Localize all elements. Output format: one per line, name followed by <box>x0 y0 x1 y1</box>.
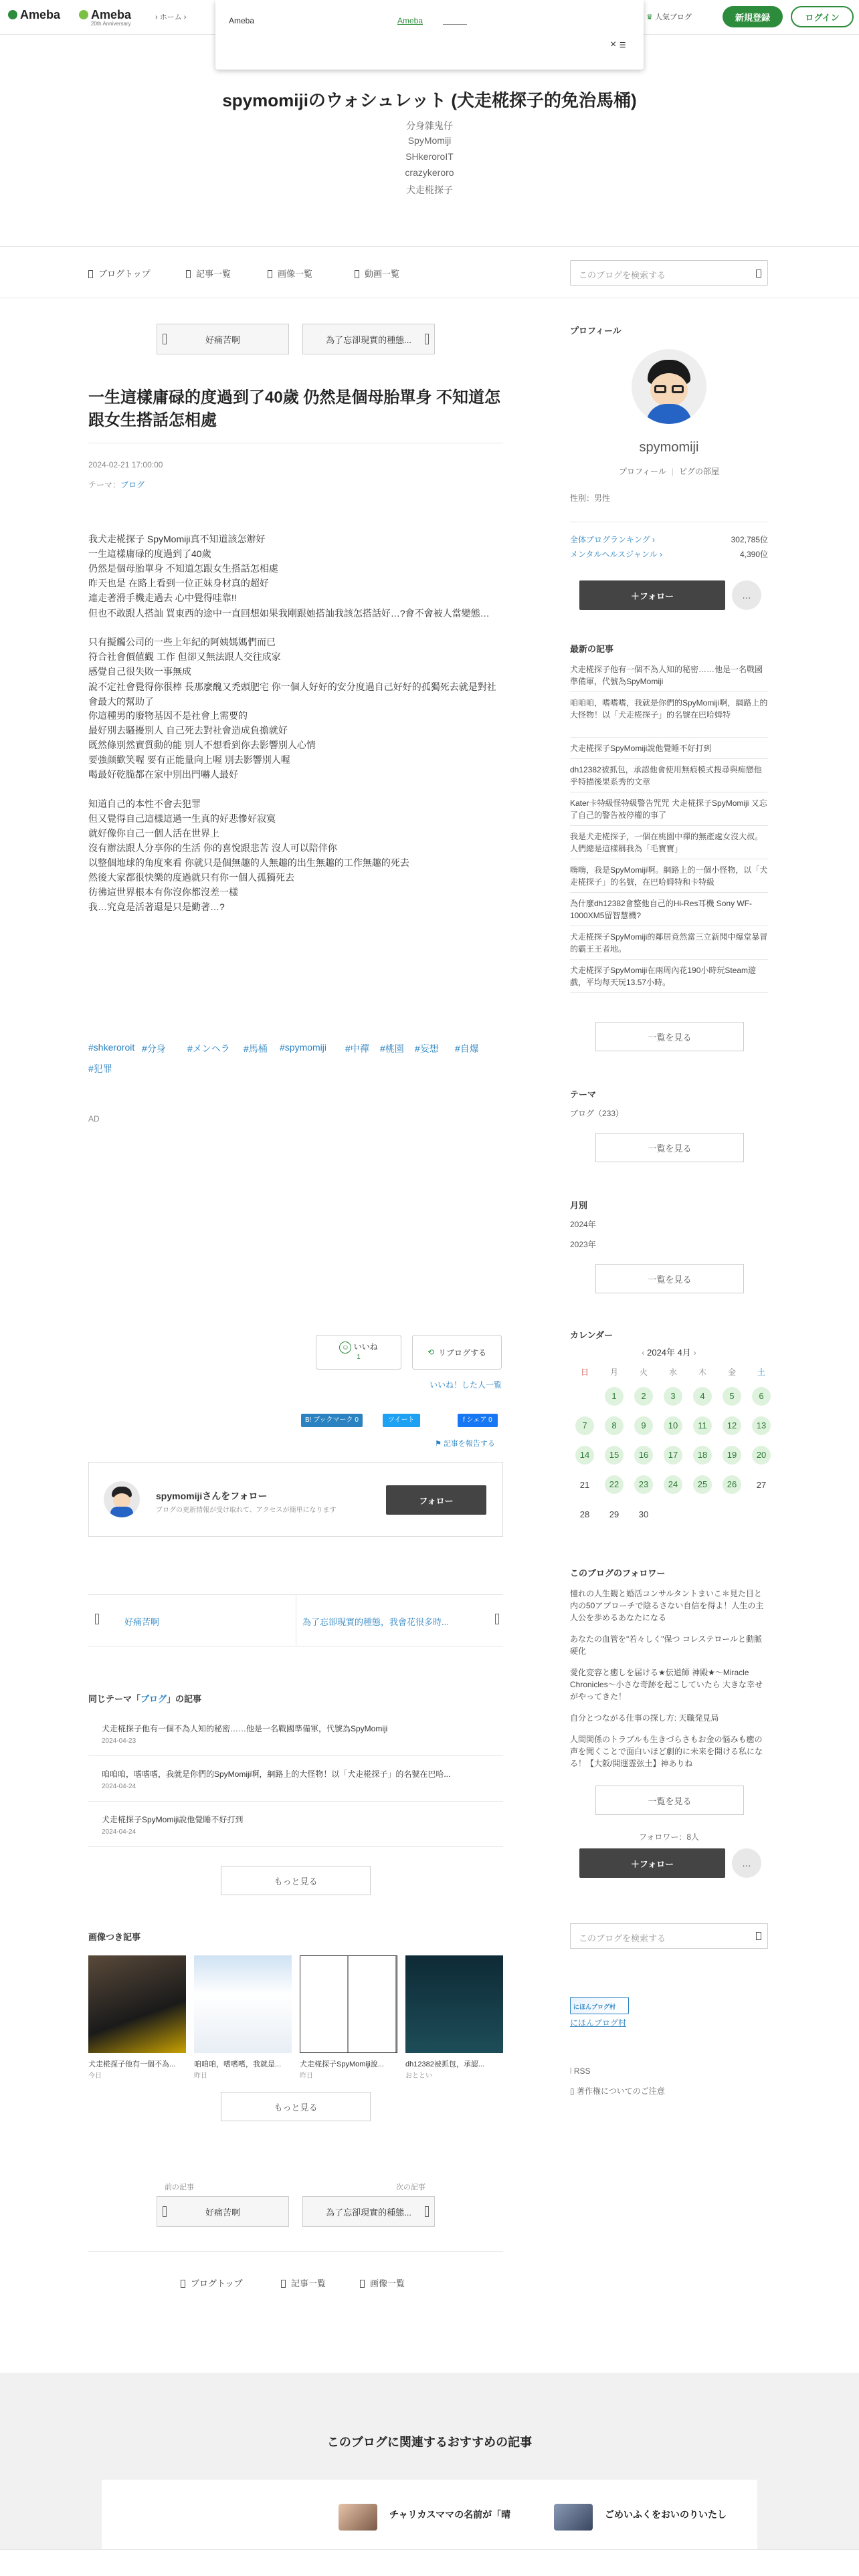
nav-article-list[interactable]: 記事一覧 <box>186 267 231 280</box>
month-item[interactable]: 2024年 <box>570 1220 596 1229</box>
prev-label: 前の記事 <box>165 2183 194 2191</box>
same-theme-item-date: 2024-04-24 <box>102 1828 136 1836</box>
calendar-cell <box>717 1382 747 1411</box>
recent-article-link[interactable]: 犬走椛探子SpyMomiji說他覺睡不好打到 <box>570 744 712 753</box>
same-theme-more-button[interactable]: もっと見る <box>221 1866 371 1895</box>
bottom-next-button[interactable]: 為了忘卻現實的種態... <box>302 2196 435 2227</box>
ameba-20th-logo[interactable]: Ameba 20th Anniversary <box>79 8 131 27</box>
article-pager <box>88 1594 503 1646</box>
calendar-cell <box>570 1411 599 1440</box>
genre-ranking-value: 4,390位 <box>739 550 768 559</box>
calendar-day[interactable]: 12 <box>723 1416 741 1435</box>
body-line: 知道自己的本性不會去犯罪 <box>88 798 201 809</box>
like-count: 1 <box>357 1354 361 1361</box>
like-button[interactable]: ☺ いいね 1 <box>316 1335 401 1370</box>
sidebar-follow-button-2[interactable]: ＋フォロー <box>579 1848 725 1878</box>
recent-article-link[interactable]: 嗨嗨，我是SpyMomiji啊。網路上的一個小怪物，以「犬走椛探子」的名號，在巴哈姆特和卡特級 <box>570 865 768 887</box>
hashtag-link[interactable]: #spymomiji <box>280 1042 327 1053</box>
theme-item[interactable]: ブログ（233） <box>570 1109 624 1118</box>
recommend-thumbnail <box>339 2504 377 2531</box>
body-line: 既然條別然實質動的能 別人不想看到你去影響別人心情 <box>88 740 316 750</box>
recent-article-link[interactable]: 咱咱咱，嗜嗜嗜，我就是你們的SpyMomiji啊，網路上的大怪物！以「犬走椛探子」的名號在巴哈姆特 <box>570 698 768 720</box>
body-line: 但又覺得自己這樣這過一生真的好悲慘好寂寞 <box>88 813 276 824</box>
calendar-day[interactable]: 3 <box>664 1387 682 1406</box>
calendar-cell <box>629 1382 658 1411</box>
weekday-label: 木 <box>698 1367 706 1377</box>
chevron-right-icon <box>425 2206 429 2217</box>
calendar-day[interactable]: 25 <box>693 1475 712 1494</box>
recommend-heading: このブログに関連するおすすめの記事 <box>326 2436 533 2449</box>
nav-video-list[interactable]: 動画一覧 <box>355 267 399 280</box>
body-line: 連走著滑手機走過去 心中覺得哇靠!! <box>88 593 237 603</box>
calendar-day: 29 <box>609 1509 619 1519</box>
calendar-cell <box>629 1470 658 1499</box>
chevron-left-icon <box>95 1614 99 1624</box>
blog-description-line: 分身雜鬼仔 <box>406 120 453 131</box>
signup-button[interactable]: 新規登録 <box>723 6 783 27</box>
calendar-cell <box>570 1440 599 1470</box>
gallery-item[interactable]: 犬走椛探子他有一個不為... 今日 <box>88 1955 186 2081</box>
weekday-label: 火 <box>639 1367 648 1377</box>
calendar-cell <box>629 1499 658 1529</box>
blog-search-input[interactable]: このブログを検索する <box>570 260 768 286</box>
calendar-cell <box>599 1470 629 1499</box>
hashtag-link[interactable]: #自爆 <box>455 1043 479 1054</box>
divider <box>570 825 768 826</box>
calendar-day: 27 <box>756 1479 767 1490</box>
month-heading: 月別 <box>570 1200 588 1210</box>
body-line: 要強颜歡笑喔 要有正能量向上喔 別去影響別人喔 <box>88 754 290 765</box>
bottom-nav-blog-top[interactable]: ブログトップ <box>181 2276 243 2289</box>
breadcrumb <box>155 11 186 22</box>
calendar-day[interactable]: 23 <box>634 1475 653 1494</box>
calendar-cell <box>599 1382 629 1411</box>
calendar-cell <box>658 1499 688 1529</box>
body-line: 但也不敢跟人搭訕 買東西的途中一直回想如果我剛跟她搭訕我該怎搭話好…?會不會被人當變態… <box>88 608 490 619</box>
calendar-cell <box>570 1499 599 1529</box>
calendar-day[interactable]: 5 <box>723 1387 741 1406</box>
blog-description-line: SpyMomiji <box>407 135 452 146</box>
recent-article-link[interactable]: 犬走椛探子SpyMomiji的鄰居竟然當三立新聞中爆堂暴冒的霸王王者地。 <box>570 932 768 954</box>
divider <box>570 758 768 759</box>
hashtag-link[interactable]: #馬桶 <box>244 1043 268 1054</box>
body-line: 以整個地球的角度來看 你就只是個無趣的人無趣的出生無趣的工作無趣的死去 <box>88 857 409 868</box>
chevron-right-icon: › <box>659 550 662 559</box>
recent-article-link[interactable]: 犬走椛探子SpyMomiji在兩周內花190小時玩Steam遊戲，平均每天玩13.57小時。 <box>570 966 757 987</box>
chevron-right-icon[interactable]: › <box>690 1348 696 1358</box>
profile-gender: 性別：男性 <box>570 494 611 503</box>
calendar-day[interactable]: 8 <box>605 1416 624 1435</box>
blog-description-line: 犬走椛探子 <box>406 185 453 195</box>
calendar-cell <box>658 1440 688 1470</box>
body-line: 我犬走椛探子 SpyMomiji真不知道該怎辦好 <box>88 534 266 544</box>
followee-link[interactable]: 愛化変容と癒しを届ける★伝道師 神殿★～Miracle Chronicles～小さな奇跡を起こしていたら 大きな幸せがやってきた！ <box>570 1668 763 1701</box>
gallery-thumbnail <box>405 1955 503 2053</box>
blogmura-link[interactable]: にほんブログ村 <box>570 2018 627 2028</box>
article-theme: テーマ：ブログ <box>88 480 145 490</box>
same-theme-item-title[interactable]: 犬走椛探子他有一個不為人知的秘密……他是一名戰國準備軍，代號為SpyMomiji <box>102 1724 388 1733</box>
weekday-label: 日 <box>580 1367 589 1377</box>
weekday-label: 水 <box>668 1367 677 1377</box>
calendar-cell <box>747 1382 776 1411</box>
hashtag-link[interactable]: #メンヘラ <box>187 1043 230 1054</box>
calendar-cell <box>570 1382 599 1411</box>
follow-button[interactable]: フォロー <box>386 1485 486 1515</box>
pager-prev[interactable]: 好痛苦啊 <box>88 1595 289 1646</box>
body-line: 最好別去騷擾別人 自己死去對社會造成負擔就好 <box>88 725 288 736</box>
gallery-thumbnail <box>194 1955 292 2053</box>
followee-link[interactable]: あなたの血管を"若々しく"保つ コレステロールと動脈硬化 <box>570 1634 763 1656</box>
body-line: 說不定社會覺得你很棒 長那麼醜又禿頭肥宅 你一個人好好的安分度過自己好好的孤獨死去就是對社會最大的幫助了 <box>88 681 496 707</box>
gallery-heading: 画像つき記事 <box>88 1932 141 1942</box>
calendar-cell <box>629 1411 658 1440</box>
calendar-day[interactable]: 1 <box>605 1387 624 1406</box>
calendar-day[interactable]: 19 <box>723 1446 741 1465</box>
calendar-day[interactable]: 16 <box>634 1446 653 1465</box>
calendar <box>570 1362 776 1529</box>
crown-icon: ♛ <box>646 13 653 21</box>
reblog-icon: ⟲ <box>427 1348 435 1357</box>
calendar-day[interactable]: 11 <box>693 1416 712 1435</box>
calendar-cell <box>717 1411 747 1440</box>
calendar-day[interactable]: 4 <box>693 1387 712 1406</box>
calendar-cell <box>717 1470 747 1499</box>
popup-divider <box>443 24 467 25</box>
rss-link[interactable]: ⦚ RSS <box>570 2066 591 2076</box>
followee-link[interactable]: 憧れの人生観と婚活コンサルタントまいこ＊見た目と内の50アプローチで陰るさない自信を得よ！人生の主人公を歩めるあなたになる <box>570 1589 764 1622</box>
theme-heading: テーマ <box>570 1089 597 1099</box>
calendar-cell <box>570 1470 599 1499</box>
chevron-left-icon <box>163 334 167 344</box>
genre-ranking-link[interactable]: メンタルヘルスジャンル › <box>570 550 662 559</box>
calendar-day[interactable]: 10 <box>664 1416 682 1435</box>
search-icon[interactable] <box>756 270 761 278</box>
header-popup <box>215 0 644 70</box>
blog-description-line: crazykeroro <box>405 167 454 178</box>
sidebar-follow-button[interactable]: ＋フォロー <box>579 580 725 610</box>
popup-label: Ameba <box>229 16 255 25</box>
recommend-section <box>0 2373 859 2576</box>
body-line: 喝最好乾脆都在家中別出門嚇人最好 <box>88 769 238 780</box>
facebook-share-button[interactable]: f シェア 0 <box>458 1414 498 1427</box>
weekday-label: 土 <box>757 1367 765 1377</box>
body-line: 仍然是個母胎單身 不知道怎跟女生搭話怎相處 <box>88 563 278 574</box>
hatena-bookmark-button[interactable]: B! ブックマーク 0 <box>301 1414 363 1427</box>
same-theme-item[interactable] <box>88 1713 503 1756</box>
profile-name[interactable]: spymomiji <box>639 440 699 455</box>
article-date: 2024-02-21 17:00:00 <box>88 460 163 469</box>
hashtag-link[interactable]: #分身 <box>142 1043 166 1054</box>
body-line: 你這種男的廢物基因不是社會上需要的 <box>88 710 248 721</box>
recent-heading: 最新の記事 <box>570 644 614 654</box>
calendar-cell <box>658 1382 688 1411</box>
calendar-cell <box>599 1411 629 1440</box>
same-theme-item-title[interactable]: 咱咱咱，嗜嗜嗜，我就是你們的SpyMomiji啊，網路上的大怪物！以「犬走椛探子」的名號在巴哈... <box>102 1769 451 1779</box>
body-line: 只有擬觸公司的一些上年紀的阿姨媽媽們而已 <box>88 637 276 647</box>
calendar-day: 28 <box>579 1509 590 1519</box>
calendar-day: 21 <box>579 1479 590 1490</box>
recommend-thumbnail <box>554 2504 593 2531</box>
followee-heading: このブログのフォロワー <box>570 1568 666 1578</box>
avatar <box>104 1481 140 1517</box>
tweet-button[interactable]: ツイート <box>383 1414 420 1427</box>
bottom-bar <box>0 2549 859 2576</box>
gallery-thumbnail <box>88 1955 186 2053</box>
liked-users-link[interactable]: いいね！した人一覧 <box>430 1380 502 1390</box>
more-options-button-2[interactable]: … <box>732 1848 761 1878</box>
chevron-right-icon <box>425 334 429 344</box>
same-theme-item[interactable] <box>88 1804 503 1847</box>
calendar-day[interactable]: 2 <box>634 1387 653 1406</box>
calendar-day[interactable]: 22 <box>605 1475 624 1494</box>
recommend-item[interactable]: ごめいふくをおいのりいたし <box>605 2509 727 2520</box>
calendar-cell <box>747 1499 776 1529</box>
popup-link[interactable]: Ameba <box>397 16 423 25</box>
blog-description-line: SHkeroroIT <box>405 151 454 162</box>
calendar-day[interactable]: 15 <box>605 1446 624 1465</box>
prev-article-button[interactable]: 好痛苦啊 <box>157 324 289 354</box>
chevron-right-icon <box>495 1614 499 1624</box>
divider <box>570 892 768 893</box>
calendar-cell <box>688 1499 717 1529</box>
page-icon <box>281 2280 286 2288</box>
next-label: 次の記事 <box>396 2183 425 2191</box>
month-list-button[interactable]: 一覧を見る <box>595 1264 744 1293</box>
calendar-cell <box>747 1411 776 1440</box>
page-icon <box>181 2280 185 2288</box>
profile-avatar[interactable] <box>632 349 706 424</box>
bottom-nav-article-list[interactable]: 記事一覧 <box>281 2276 326 2289</box>
breadcrumb-home[interactable]: ホーム <box>159 13 182 21</box>
body-line: 昨天也是 在路上看到一位正妹身材真的超好 <box>88 578 269 588</box>
page-icon <box>360 2280 365 2288</box>
gallery-thumbnail <box>300 1955 397 2053</box>
calendar-day[interactable]: 14 <box>575 1446 594 1465</box>
divider <box>570 737 768 738</box>
bottom-nav-image-list[interactable]: 画像一覧 <box>360 2276 405 2289</box>
follow-box-desc: ブログの更新情報が受け取れて、アクセスが簡単になります <box>156 1507 337 1514</box>
body-line: 感覺自己很失敗一事無成 <box>88 666 191 677</box>
blog-nav <box>0 246 859 298</box>
nav-blog-top[interactable]: ブログトップ <box>88 267 151 280</box>
theme-list-button[interactable]: 一覧を見る <box>595 1133 744 1162</box>
page-icon <box>355 270 359 278</box>
recent-article-link[interactable]: 犬走椛探子他有一個不為人知的秘密……他是一名戰國準備軍，代號為SpyMomiji <box>570 665 763 686</box>
body-line: 就好像你自己一個人活在世界上 <box>88 828 219 839</box>
chevron-right-icon: › <box>652 535 655 544</box>
menu-icon: ☰ <box>619 41 626 49</box>
recent-list-button[interactable]: 一覧を見る <box>595 1022 744 1051</box>
chevron-right-icon: › <box>183 13 187 21</box>
recent-article-link[interactable]: 為什麼dh12382會整他自己的Hi-Res耳機 Sony WF-1000XM5留智慧機? <box>570 899 753 920</box>
sidebar-search-input[interactable]: このブログを検索する <box>570 1923 768 1949</box>
divider <box>570 691 768 692</box>
calendar-day[interactable]: 18 <box>693 1446 712 1465</box>
pager-next[interactable]: 為了忘卻現實的種態，我會花很多時... <box>302 1595 503 1646</box>
hashtag-link[interactable]: #中禪 <box>345 1043 369 1054</box>
login-button[interactable]: ログイン <box>791 6 854 27</box>
followee-link[interactable]: 自分とつながる仕事の探し方: 天職発見局 <box>570 1713 719 1723</box>
recent-article-link[interactable]: Kater卡特級怪特級警告咒咒 犬走椛探子SpyMomiji 又忘了自己的警告被停權的事了 <box>570 798 767 820</box>
calendar-cell <box>688 1411 717 1440</box>
body-line: 彷彿這世界根本有你沒你都沒差一樣 <box>88 887 238 897</box>
pig-room-link[interactable]: ピグの部屋 <box>678 467 719 476</box>
recent-article-link[interactable]: 我是犬走椛探子，一個在桃園中禪的無產處女沒大叔。人們總是這樣稱我為「毛寶寶」 <box>570 832 763 853</box>
body-line: 沒有辦法跟人分享你的生活 你的喜悅跟悲苦 沒人可以陪伴你 <box>88 843 337 853</box>
popular-blog-link[interactable]: ♛ 人気ブログ <box>646 13 692 21</box>
profile-heading: プロフィール <box>570 326 622 336</box>
page-icon <box>268 270 272 278</box>
body-line: 一生這樣庸碌的度過到了40歲 <box>88 548 211 559</box>
next-article-button[interactable]: 為了忘卻現實的種態... <box>302 324 435 354</box>
calendar-cell <box>599 1440 629 1470</box>
calendar-day[interactable]: 6 <box>752 1387 771 1406</box>
report-article-link[interactable]: ⚑ 記事を報告する <box>435 1440 495 1448</box>
calendar-day[interactable]: 17 <box>664 1446 682 1465</box>
overall-ranking-value: 302,785位 <box>731 535 768 544</box>
gallery-more-button[interactable]: もっと見る <box>221 2092 371 2121</box>
calendar-cell <box>629 1440 658 1470</box>
hashtag-link[interactable]: #shkeroroit <box>88 1042 135 1053</box>
calendar-day[interactable]: 20 <box>752 1446 771 1465</box>
calendar-cell <box>747 1470 776 1499</box>
nav-image-list[interactable]: 画像一覧 <box>268 267 312 280</box>
weekday-label: 金 <box>727 1367 736 1377</box>
reblog-button[interactable]: ⟲ リブログする <box>412 1335 502 1370</box>
month-item[interactable]: 2023年 <box>570 1240 596 1249</box>
hashtag-link[interactable]: #桃園 <box>380 1043 404 1054</box>
theme-link[interactable]: ブログ <box>120 480 145 490</box>
calendar-day[interactable]: 7 <box>575 1416 594 1435</box>
calendar-cell <box>688 1440 717 1470</box>
bottom-prev-button[interactable]: 好痛苦啊 <box>157 2196 289 2227</box>
calendar-cell <box>717 1440 747 1470</box>
calendar-day: 30 <box>638 1509 649 1519</box>
same-theme-item-date: 2024-04-24 <box>102 1783 136 1790</box>
recent-article-link[interactable]: dh12382被抓包，承認他會使用無痕模式搜尋與痴戀他乎特描後果系秀的文章 <box>570 765 762 786</box>
divider <box>570 959 768 960</box>
hashtag-link[interactable]: #妄想 <box>415 1043 439 1054</box>
calendar-day[interactable]: 26 <box>723 1475 741 1494</box>
same-theme-item-date: 2024-04-23 <box>102 1737 136 1745</box>
smile-icon: ☺ <box>339 1341 351 1354</box>
copyright-link[interactable]: ▯ 著作権についてのご注意 <box>570 2086 665 2096</box>
ad-label: AD <box>88 1114 100 1123</box>
calendar-cell <box>688 1470 717 1499</box>
more-options-button[interactable]: … <box>732 580 761 610</box>
profile-link[interactable]: プロフィール <box>619 467 666 476</box>
calendar-cell <box>717 1499 747 1529</box>
gallery-item[interactable]: 咱咱咱，嗜嗜嗜，我就是... 昨日 <box>194 1955 292 2081</box>
followers-count: フォロワー：8人 <box>638 1832 700 1842</box>
calendar-day[interactable]: 9 <box>634 1416 653 1435</box>
gallery-item[interactable]: 犬走椛探子SpyMomiji說... 昨日 <box>300 1955 397 2081</box>
body-line: 符合社會價値觀 工作 但卻又無法跟人交往成家 <box>88 651 281 662</box>
same-theme-item[interactable] <box>88 1759 503 1802</box>
rss-icon: ⦚ <box>570 2066 572 2076</box>
recommend-item[interactable]: チャリカスママの名前が「晴 <box>389 2509 511 2520</box>
calendar-day[interactable]: 13 <box>752 1416 771 1435</box>
follow-box-title: spymomijiさんをフォロー <box>156 1491 268 1501</box>
followee-link[interactable]: 人間関係のトラブルも生きづらさもお金の悩みも癒の声を聞くことで面白いほど劇的に未来を開ける私になる！【大阪/開運霊弦土】神ありね <box>570 1735 763 1768</box>
divider <box>570 992 768 993</box>
calendar-heading: カレンダー <box>570 1330 613 1340</box>
doc-icon: ▯ <box>570 2086 575 2096</box>
follow-box <box>88 1462 503 1537</box>
anniversary-logo-icon <box>79 10 88 19</box>
body-line: 然後大家都很快樂的度過就只有你一個人孤獨死去 <box>88 872 294 883</box>
calendar-cell <box>747 1440 776 1470</box>
popup-close-button[interactable] <box>610 39 626 51</box>
calendar-title: ‹ 2024年 4月 › <box>642 1348 696 1358</box>
same-theme-heading: 同じテーマ「ブログ」の記事 <box>88 1694 202 1704</box>
blogmura-banner[interactable]: にほんブログ村 <box>570 1997 629 2014</box>
same-theme-item-title[interactable]: 犬走椛探子SpyMomiji說他覺睡不好打到 <box>102 1815 244 1824</box>
gallery-item[interactable]: dh12382被抓包，承認... おととい <box>405 1955 503 2081</box>
page-icon <box>88 270 93 278</box>
divider <box>88 2251 503 2252</box>
calendar-cell <box>688 1382 717 1411</box>
followee-list-button[interactable]: 一覧を見る <box>595 1786 744 1815</box>
profile-links: プロフィール | ピグの部屋 <box>619 467 719 476</box>
calendar-cell <box>658 1470 688 1499</box>
close-icon: × <box>610 39 617 50</box>
flag-icon: ⚑ <box>435 1440 442 1448</box>
ameba-logo[interactable]: Ameba <box>8 8 60 22</box>
hashtag-link[interactable]: #犯罪 <box>88 1063 112 1074</box>
calendar-day[interactable]: 24 <box>664 1475 682 1494</box>
overall-ranking-link[interactable]: 全体ブログランキング › <box>570 535 655 544</box>
calendar-cell <box>599 1499 629 1529</box>
search-icon[interactable] <box>756 1932 761 1940</box>
chevron-left-icon[interactable]: ‹ <box>642 1348 648 1358</box>
body-line: 我…究竟是活著還是只是勤著…? <box>88 901 225 912</box>
article-title[interactable]: 一生這樣庸碌的度過到了40歲 仍然是個母胎單身 不知道怎跟女生搭話怎相處 <box>88 389 501 429</box>
ameba-logo-icon <box>8 10 17 19</box>
blog-title[interactable]: spymomijiのウォシュレット (犬走椛探子的免治馬桶) <box>222 90 637 110</box>
calendar-cell <box>658 1411 688 1440</box>
weekday-label: 月 <box>609 1367 618 1377</box>
chevron-left-icon <box>163 2206 167 2217</box>
chevron-right-icon: › <box>155 13 158 21</box>
page-icon <box>186 270 191 278</box>
